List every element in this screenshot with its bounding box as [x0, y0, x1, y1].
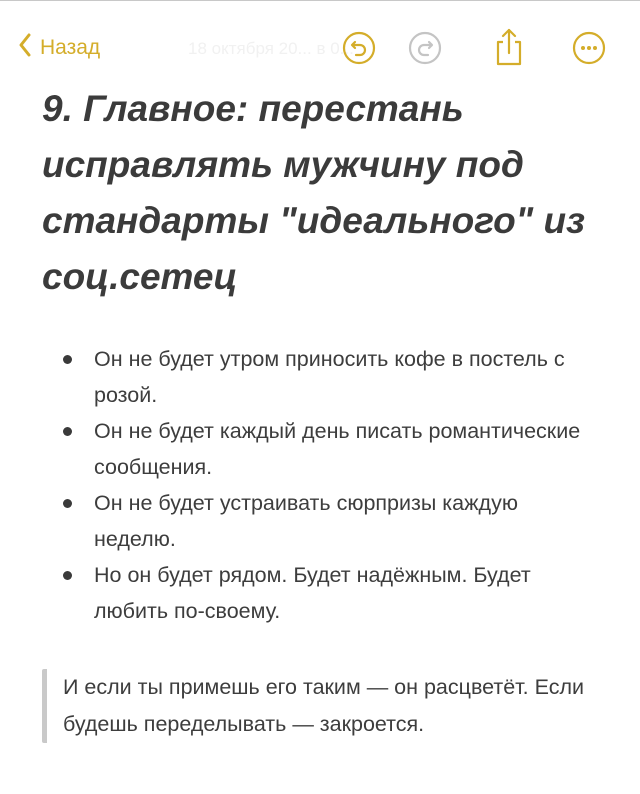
undo-button[interactable]	[342, 31, 376, 65]
back-button[interactable]	[18, 31, 100, 65]
note-title: 9. Главное: перестань исправлять мужчину под стандарты "идеального" из соц.сетец	[42, 88, 585, 297]
chevron-left-icon	[18, 33, 32, 63]
share-icon	[491, 27, 527, 67]
more-button[interactable]	[572, 31, 606, 65]
bullet-icon	[63, 427, 72, 436]
bullet-icon	[63, 571, 72, 580]
bullet-list	[60, 341, 600, 629]
list-item: Он не будет устраивать сюрпризы каждую неделю.	[60, 485, 600, 557]
navigation-bar	[0, 29, 640, 69]
bullet-icon	[63, 499, 72, 508]
list-item: Он не будет каждый день писать романтические сообщения.	[60, 413, 600, 485]
more-icon	[572, 31, 606, 65]
share-button[interactable]	[491, 27, 527, 67]
redo-icon	[408, 31, 442, 65]
back-label: Назад	[40, 36, 101, 59]
redo-button[interactable]	[408, 31, 442, 65]
undo-icon	[342, 31, 376, 65]
note-date: 18 октября 20... в 0...	[188, 39, 354, 58]
list-item: Но он будет рядом. Будет надёжным. Будет любить по-своему.	[60, 557, 600, 629]
bullet-icon	[63, 355, 72, 364]
list-item: Он не будет утром приносить кофе в постель с розой.	[60, 341, 600, 413]
block-quote: И если ты примешь его таким — он расцветёт. Если будешь переделывать — закроется.	[42, 669, 623, 743]
